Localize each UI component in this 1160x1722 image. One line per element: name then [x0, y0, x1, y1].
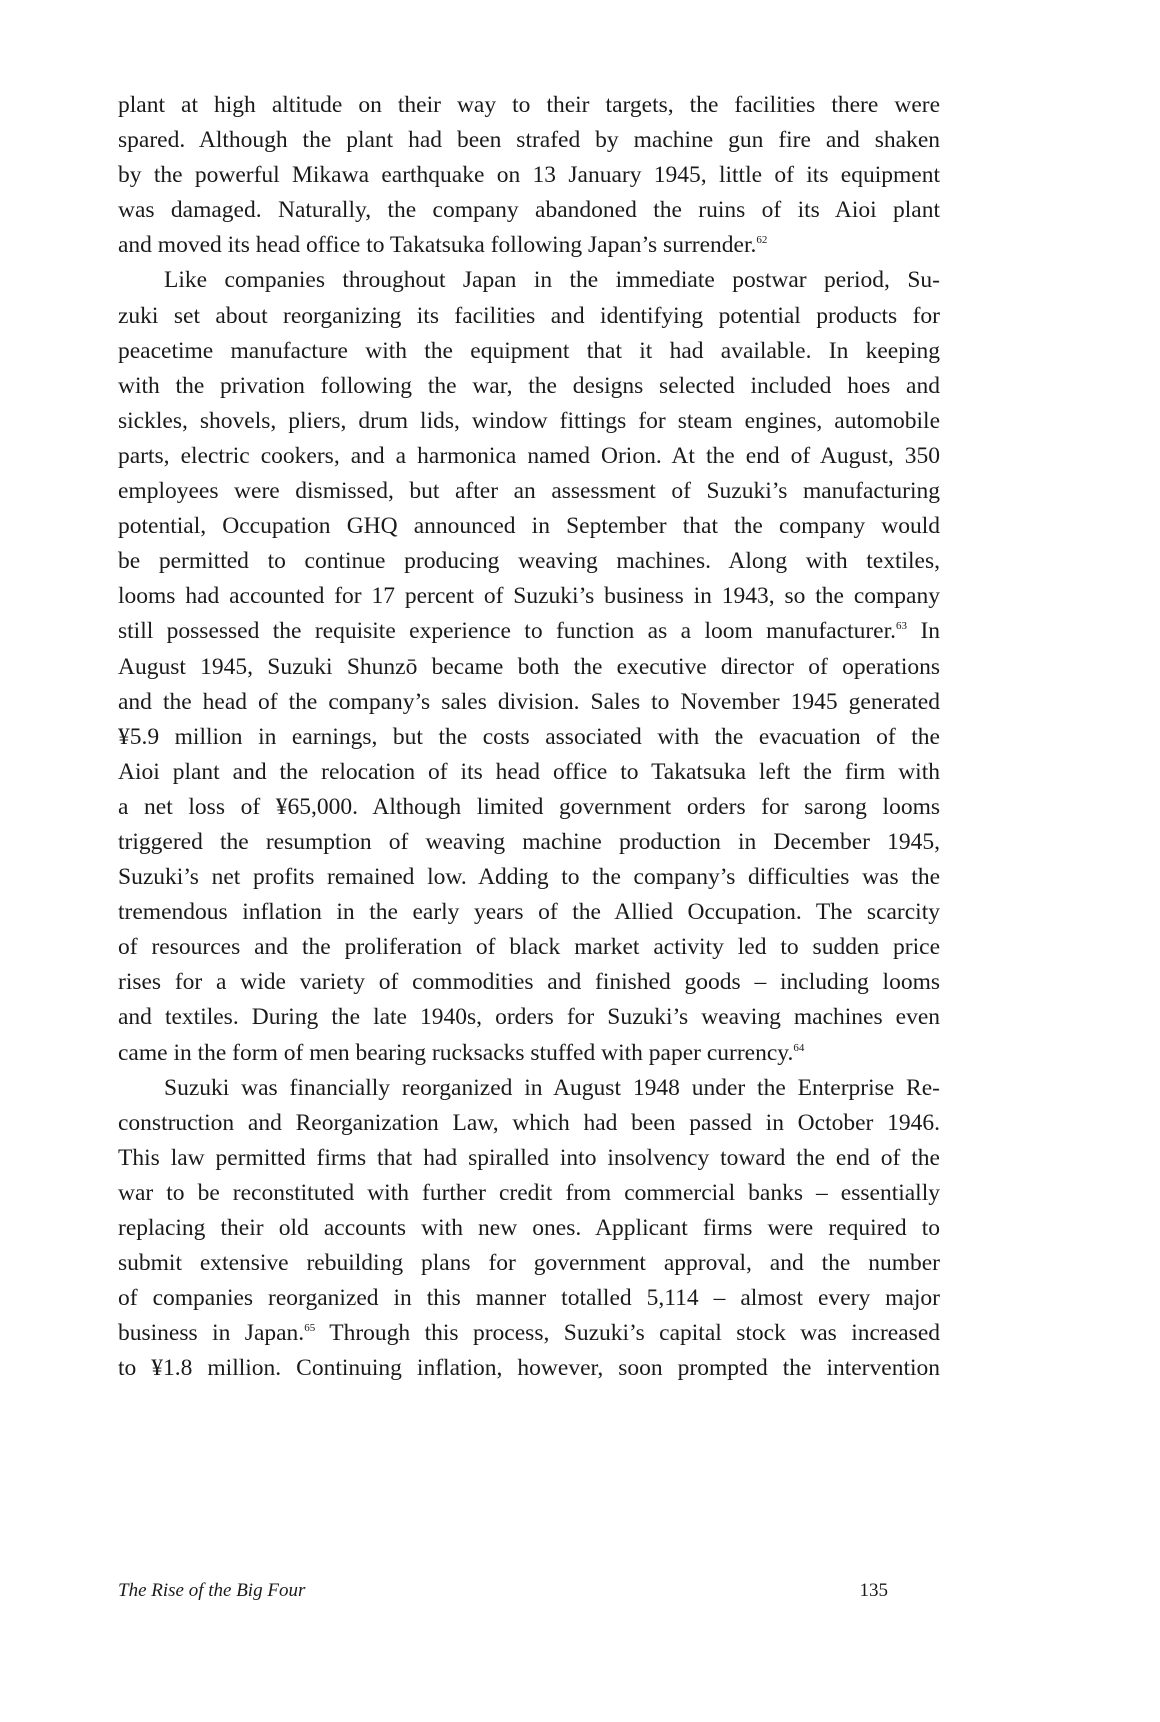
text-line: sickles, shovels, pliers, drum lids, window fittings for steam engines, automobile: [118, 407, 940, 434]
footnote-ref[interactable]: 64: [793, 1041, 805, 1054]
text-line: [118, 1316, 940, 1351]
text-line: spared. Although the plant had been strafed by machine gun fire and shaken: [118, 127, 940, 154]
text-span: In: [920, 618, 941, 645]
text-line: replacing their old accounts with new ones. Applicant firms were required to: [118, 1215, 940, 1241]
text-span: came in the form of men bearing rucksacks stuffed with paper currency.: [118, 1039, 794, 1066]
text-line: submit extensive rebuilding plans for government approval, and the number: [118, 1250, 940, 1277]
text-line: tremendous inflation in the early years of the Allied Occupation. The scarcity: [118, 899, 940, 926]
text-line: [118, 1036, 940, 1071]
text-line: of companies reorganized in this manner totalled 5,114 – almost every major: [118, 1285, 940, 1312]
text-line: ¥5.9 million in earnings, but the costs associated with the evacuation of the: [118, 723, 940, 750]
text-line: triggered the resumption of weaving machine production in December 1945,: [118, 828, 940, 855]
text-line: of resources and the proliferation of black market activity led to sudden price: [118, 934, 940, 961]
text-line: Like companies throughout Japan in the immediate postwar period, Su-: [164, 267, 940, 294]
text-line: be permitted to continue producing weaving machines. Along with textiles,: [118, 548, 940, 575]
text-line: potential, Occupation GHQ announced in September that the company would: [118, 513, 940, 540]
text-line: employees were dismissed, but after an assessment of Suzuki’s manufacturing: [118, 478, 940, 505]
text-span: Through this process, Suzuki’s capital stock was increased: [329, 1320, 940, 1347]
text-line: Suzuki’s net profits remained low. Adding to the company’s difficulties was the: [118, 864, 940, 891]
page-footer: [118, 1580, 888, 1602]
text-line: was damaged. Naturally, the company abandoned the ruins of its Aioi plant: [118, 197, 940, 224]
text-line: zuki set about reorganizing its facilities and identifying potential products for: [118, 302, 940, 329]
text-line: and the head of the company’s sales division. Sales to November 1945 generated: [118, 688, 940, 715]
text-line: Suzuki was financially reorganized in August 1948 under the Enterprise Re-: [164, 1074, 940, 1101]
text-line: [118, 228, 940, 263]
text-line: construction and Reorganization Law, which had been passed in October 1946.: [118, 1109, 940, 1136]
text-line: and textiles. During the late 1940s, orders for Suzuki’s weaving machines even: [118, 1004, 940, 1031]
text-line: peacetime manufacture with the equipment that it had available. In keeping: [118, 337, 940, 364]
page-number: 135: [859, 1580, 888, 1601]
text-line: a net loss of ¥65,000. Although limited government orders for sarong looms: [118, 793, 940, 820]
text-line: [118, 614, 940, 649]
text-line: war to be reconstituted with further credit from commercial banks – essentially: [118, 1179, 940, 1206]
text-line: This law permitted firms that had spiralled into insolvency toward the end of the: [118, 1144, 940, 1171]
text-line: Aioi plant and the relocation of its head office to Takatsuka left the firm with: [118, 758, 940, 785]
text-line: to ¥1.8 million. Continuing inflation, however, soon prompted the intervention: [118, 1355, 940, 1382]
text-line: August 1945, Suzuki Shunzō became both the executive director of operations: [118, 653, 940, 680]
text-line: parts, electric cookers, and a harmonica named Orion. At the end of August, 350: [118, 442, 940, 469]
footnote-ref[interactable]: 65: [304, 1322, 316, 1335]
page-body: [118, 88, 940, 1386]
running-title: The Rise of the Big Four: [118, 1580, 306, 1601]
text-line: looms had accounted for 17 percent of Suzuki’s business in 1943, so the company: [118, 583, 940, 610]
text-line: by the powerful Mikawa earthquake on 13 January 1945, little of its equipment: [118, 162, 940, 189]
footnote-ref[interactable]: 62: [756, 234, 768, 247]
text-span: business in Japan.: [118, 1320, 305, 1347]
text-line: with the privation following the war, the designs selected included hoes and: [118, 372, 940, 399]
text-span: still possessed the requisite experience to function as a loom manufacturer.: [118, 618, 897, 645]
footnote-ref[interactable]: 63: [896, 620, 908, 633]
text-span: and moved its head office to Takatsuka following Japan’s surrender.: [118, 232, 757, 259]
text-line: plant at high altitude on their way to their targets, the facilities there were: [118, 92, 940, 118]
text-line: rises for a wide variety of commodities and finished goods – including looms: [118, 969, 940, 996]
